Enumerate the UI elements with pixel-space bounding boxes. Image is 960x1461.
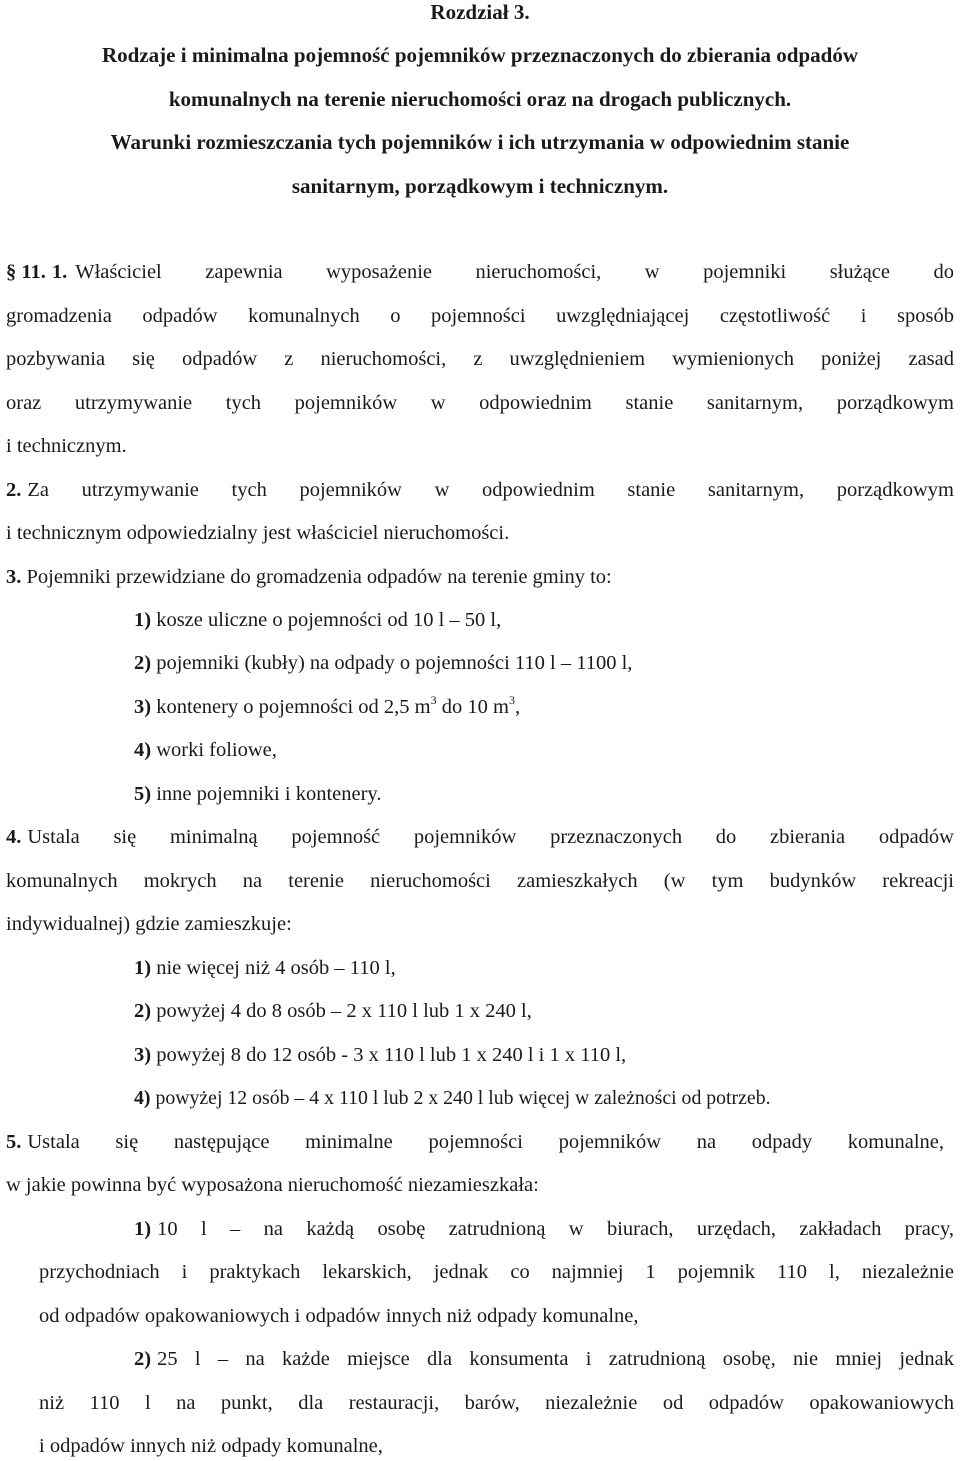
list-item — [134, 953, 954, 983]
list-item — [134, 648, 954, 678]
paragraph-4-line-2: komunalnych mokrych na terenie nieruchomości zamieszkałych (w tym budynków rekreacji — [6, 870, 954, 892]
paragraph-4-line-3: indywidualnej) gdzie zamieszkuje: — [6, 913, 292, 935]
paragraph-5-line-1: Ustala się następujące minimalne pojemności pojemników na odpady komunalne, — [27, 1131, 944, 1153]
list-item-text: powyżej 8 do 12 osób - 3 x 110 l lub 1 x 240 l i 1 x 110 l, — [156, 1044, 627, 1066]
heading-line-1: Rodzaje i minimalna pojemność pojemników przeznaczonych do zbierania odpadów — [102, 43, 858, 67]
list-item-number: 3) — [134, 696, 152, 718]
list-item-text: powyżej 4 do 8 osób – 2 x 110 l lub 1 x 240 l, — [156, 1000, 532, 1022]
list-item-text: worki foliowe, — [156, 739, 277, 761]
paragraph-5-first-line — [6, 1127, 954, 1157]
paragraph-3-number: 3. — [6, 566, 22, 588]
list-item-text: nie więcej niż 4 osób – 110 l, — [156, 957, 396, 979]
list-item-text: powyżej 12 osób – 4 x 110 l lub 2 x 240 l lub więcej w zależności od potrzeb. — [155, 1087, 771, 1109]
paragraph-3-intro — [6, 562, 954, 592]
list-item-number: 2) — [134, 652, 152, 674]
list-item — [134, 1214, 954, 1244]
list-item-text: 10 l – na każdą osobę zatrudnioną w biurach, urzędach, zakładach pracy, — [157, 1218, 954, 1240]
paragraph-1-line-4: oraz utrzymywanie tych pojemników w odpowiednim stanie sanitarnym, porządkowym — [6, 392, 954, 414]
superscript: 3 — [430, 693, 437, 707]
list-item-text: kosze uliczne o pojemności od 10 l – 50 l, — [156, 609, 502, 631]
list-item — [134, 779, 954, 809]
list-item-text: do 10 m — [436, 696, 509, 718]
list-item — [134, 1083, 954, 1113]
paragraph-2-first-line — [6, 475, 954, 505]
paragraph-4-first-line — [6, 822, 954, 852]
paragraph-1-line-1: Właściciel zapewnia wyposażenie nieruchomości, w pojemniki służące do — [75, 261, 954, 283]
list-item-number: 3) — [134, 1044, 152, 1066]
list-item-number: 5) — [134, 783, 152, 805]
list-item-number: 1) — [134, 609, 152, 631]
list-item-continuation: przychodniach i praktykach lekarskich, jednak co najmniej 1 pojemnik 110 l, niezależnie — [39, 1261, 954, 1283]
paragraph-2-line-2: i technicznym odpowiedzialny jest właściciel nieruchomości. — [6, 522, 510, 544]
list-item-text: kontenery o pojemności od 2,5 m — [156, 696, 431, 718]
list-item — [134, 692, 954, 722]
list-item — [134, 735, 954, 765]
paragraph-1-line-5: i technicznym. — [6, 435, 127, 457]
section-mark: § 11. — [6, 261, 46, 283]
list-item-number: 4) — [134, 1087, 151, 1109]
list-item-number: 1) — [134, 957, 152, 979]
heading-line-3: Warunki rozmieszczania tych pojemników i ich utrzymania w odpowiednim stanie — [110, 130, 850, 154]
list-item-continuation: i odpadów innych niż odpady komunalne, — [39, 1435, 383, 1457]
heading-line-4: sanitarnym, porządkowym i technicznym. — [291, 174, 669, 198]
list-item-continuation: od odpadów opakowaniowych i odpadów innych niż odpady komunalne, — [39, 1305, 639, 1327]
list-item — [134, 605, 954, 635]
list-item-text: pojemniki (kubły) na odpady o pojemności 110 l – 1100 l, — [156, 652, 633, 674]
heading-line-2: komunalnych na terenie nieruchomości oraz na drogach publicznych. — [168, 87, 792, 111]
paragraph-1-line-3: pozbywania się odpadów z nieruchomości, z uwzględnieniem wymienionych poniżej zasad — [6, 348, 954, 370]
paragraph-5-number: 5. — [6, 1131, 22, 1153]
list-item-text: , — [514, 696, 521, 718]
paragraph-5-line-2: w jakie powinna być wyposażona nieruchomość niezamieszkała: — [6, 1174, 539, 1196]
list-item-text: inne pojemniki i kontenery. — [156, 783, 382, 805]
list-item — [134, 1344, 954, 1374]
list-item-continuation: niż 110 l na punkt, dla restauracji, barów, niezależnie od odpadów opakowaniowych — [39, 1392, 954, 1414]
paragraph-1-first-line — [6, 257, 954, 287]
paragraph-2-number: 2. — [6, 479, 22, 501]
list-item — [134, 1040, 954, 1070]
paragraph-4-line-1: Ustala się minimalną pojemność pojemników przeznaczonych do zbierania odpadów — [27, 826, 954, 848]
paragraph-1-number: 1. — [51, 261, 68, 283]
paragraph-2-line-1: Za utrzymywanie tych pojemników w odpowiednim stanie sanitarnym, porządkowym — [27, 479, 954, 501]
list-item-number: 4) — [134, 739, 152, 761]
paragraph-1-line-2: gromadzenia odpadów komunalnych o pojemności uwzględniającej częstotliwość i sposób — [6, 305, 954, 327]
list-item-number: 2) — [134, 1348, 152, 1370]
superscript: 3 — [508, 693, 515, 707]
list-item — [134, 996, 954, 1026]
chapter-title: Rozdział 3. — [430, 0, 530, 24]
paragraph-4-number: 4. — [6, 826, 22, 848]
list-item-text: 25 l – na każde miejsce dla konsumenta i zatrudnioną osobę, nie mniej jednak — [157, 1348, 954, 1370]
paragraph-3-text: Pojemniki przewidziane do gromadzenia odpadów na terenie gminy to: — [26, 566, 612, 588]
list-item-number: 1) — [134, 1218, 152, 1240]
list-item-number: 2) — [134, 1000, 152, 1022]
